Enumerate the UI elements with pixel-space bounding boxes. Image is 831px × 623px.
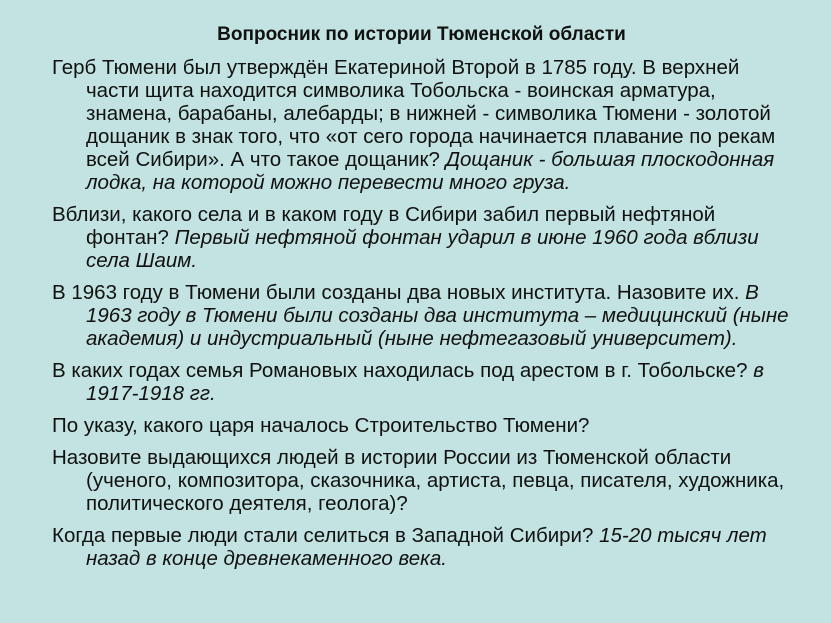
answer-text: Дощаник - большая плоскодонная лодка, на которой можно перевести много груза.	[86, 148, 775, 194]
question-text: Вблизи, какого села и в каком году в Сибири забил первый нефтяной фонтан?	[52, 203, 716, 249]
list-item	[52, 203, 791, 272]
slide-title: Вопросник по истории Тюменской области	[217, 24, 626, 45]
question-text: Когда первые люди стали селиться в Западной Сибири?	[52, 524, 600, 547]
list-item	[52, 446, 791, 515]
question-text: В 1963 году в Тюмени были созданы два новых института. Назовите их.	[52, 281, 746, 304]
answer-text: в 1917-1918 гг.	[86, 359, 764, 405]
list-item	[52, 56, 791, 194]
list-item	[52, 281, 791, 350]
question-text: В каких годах семья Романовых находилась под арестом в г. Тобольске?	[52, 359, 754, 382]
answer-text: Первый нефтяной фонтан ударил в июне 1960 года вблизи села Шаим.	[86, 226, 759, 272]
list-item	[52, 359, 791, 405]
question-text: Назовите выдающихся людей в истории России из Тюменской области (ученого, композитора, сказочника, артиста, певца, писателя, художника, политического деятеля, геолога)?	[52, 446, 785, 515]
question-text: Герб Тюмени был утверждён Екатериной Второй в 1785 году. В верхней части щита находится символика Тобольска - воинская арматура, знамена, барабаны, алебарды; в нижней - символика Тюмени - золотой дощаник в знак того, что «от сего города начинается плавание по рекам всей Сибири». А что такое дощаник?	[52, 56, 776, 171]
answer-text: В 1963 году в Тюмени были созданы два института – медицинский (ныне академия) и индустриальный (ныне нефтегазовый университет).	[86, 281, 789, 350]
question-list	[52, 56, 791, 570]
list-item	[52, 414, 791, 437]
answer-text: 15-20 тысяч лет назад в конце древнекаменного века.	[86, 524, 767, 570]
list-item	[52, 524, 791, 570]
question-text: По указу, какого царя началось Строительство Тюмени?	[52, 414, 590, 437]
